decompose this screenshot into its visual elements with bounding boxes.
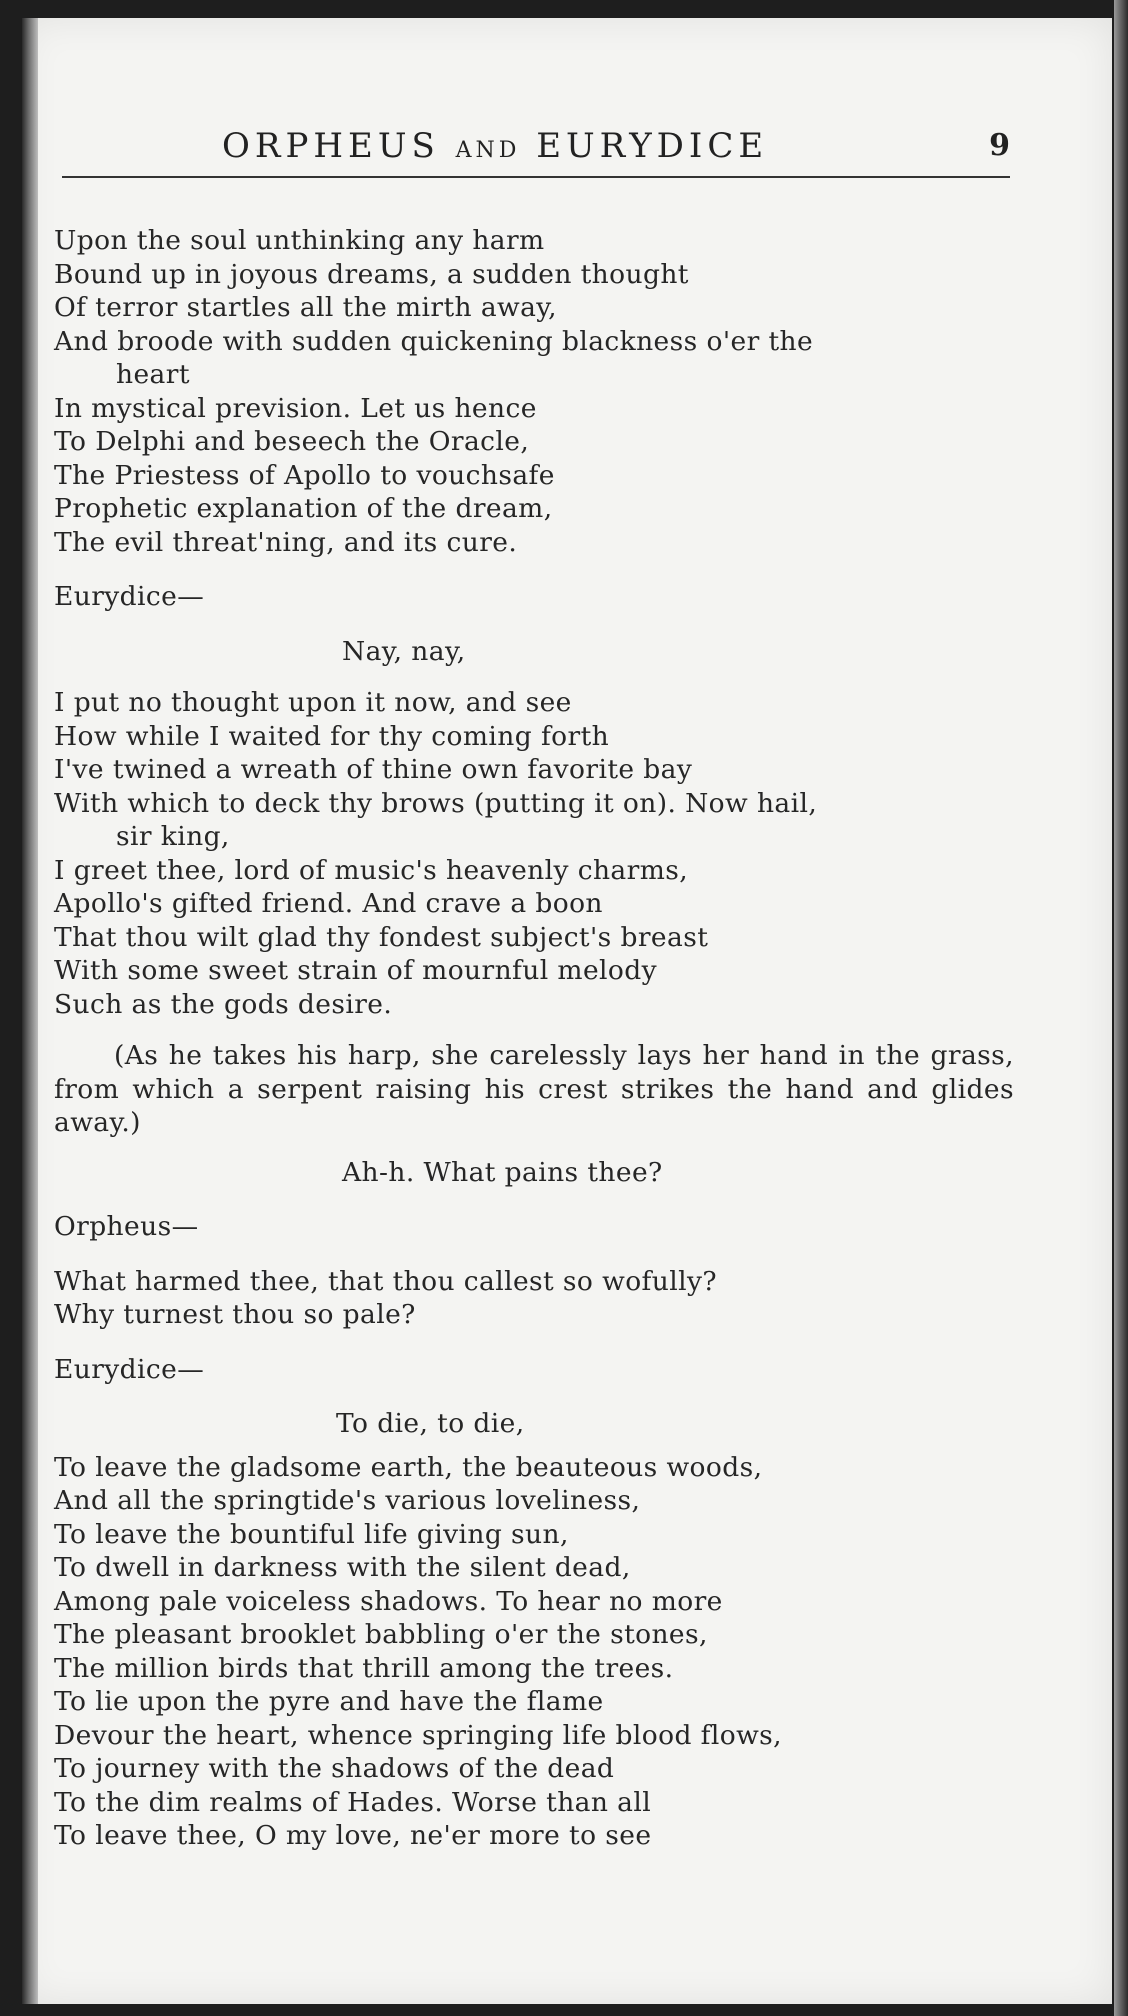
verse-line: With which to deck thy brows (putting it on). Now hail, (54, 787, 818, 819)
stanza-1 (54, 224, 1014, 559)
running-title (222, 126, 768, 166)
stanza-2 (54, 686, 1014, 1021)
verse-line: To lie upon the pyre and have the flame (54, 1686, 604, 1717)
speaker-eurydice: Eurydice— (54, 1353, 205, 1385)
verse-line: Bound up in joyous dreams, a sudden thought (54, 258, 689, 290)
verse-line: To dwell in darkness with the silent dead, (54, 1552, 631, 1583)
speaker-orpheus: Orpheus— (54, 1211, 199, 1242)
page-text (54, 224, 1014, 1853)
verse-line: Such as the gods desire. (54, 988, 393, 1020)
stanza-4 (54, 1451, 1014, 1853)
verse-line: And broode with sudden quickening blackness o'er the (54, 325, 814, 357)
verse-line: Of terror startles all the mirth away, (54, 292, 557, 323)
stage-direction: (As he takes his harp, she carelessly lays her hand in the grass, from which a serpent raising his crest strikes the hand and glides away.) (54, 1040, 1014, 1138)
verse-line: The Priestess of Apollo to vouchsafe (54, 459, 555, 491)
verse-line: To journey with the shadows of the dead (54, 1753, 615, 1784)
verse-line: I've twined a wreath of thine own favorite bay (54, 754, 693, 785)
verse-line: Devour the heart, whence springing life blood flows, (54, 1719, 783, 1751)
verse-line: What harmed thee, that thou callest so wofully? (54, 1265, 717, 1297)
verse-line: Apollo's gifted friend. And crave a boon (54, 888, 603, 919)
verse-line: I greet thee, lord of music's heavenly charms, (54, 854, 689, 886)
speaker-eurydice: Eurydice— (54, 581, 205, 612)
verse-line: And all the springtide's various loveliness, (54, 1485, 641, 1516)
title-and: AND (455, 138, 521, 163)
verse-line: Among pale voiceless shadows. To hear no more (54, 1585, 723, 1617)
book-spine (22, 18, 38, 2004)
verse-line: The million birds that thrill among the trees. (54, 1652, 674, 1684)
verse-line: Why turnest thou so pale? (54, 1299, 416, 1330)
verse-line: The evil threat'ning, and its cure. (54, 526, 518, 558)
verse-line: I put no thought upon it now, and see (54, 687, 572, 718)
verse-line: heart (116, 359, 190, 390)
half-line: To die, to die, (336, 1408, 525, 1439)
verse-line: Prophetic explanation of the dream, (54, 493, 553, 524)
verse-line: Upon the soul unthinking any harm (54, 225, 545, 256)
verse-line: That thou wilt glad thy fondest subject's breast (54, 921, 709, 953)
half-line: Nay, nay, (342, 635, 466, 667)
verse-line: To leave the gladsome earth, the beauteous woods, (54, 1451, 763, 1483)
title-eurydice: EURYDICE (536, 126, 769, 166)
verse-line: How while I waited for thy coming forth (54, 720, 610, 752)
page-number: 9 (989, 128, 1010, 163)
verse-line: In mystical prevision. Let us hence (54, 392, 537, 424)
verse-line: With some sweet strain of mournful melody (54, 955, 657, 986)
verse-line: To the dim realms of Hades. Worse than all (54, 1786, 652, 1818)
exclamation-line: Ah-h. What pains thee? (342, 1156, 663, 1188)
running-header (62, 118, 1010, 178)
title-orpheus: ORPHEUS (222, 126, 440, 166)
verse-line: The pleasant brooklet babbling o'er the stones, (54, 1619, 708, 1650)
verse-line: To Delphi and beseech the Oracle, (54, 426, 530, 457)
verse-line: sir king, (116, 821, 230, 852)
verse-line: To leave thee, O my love, ne'er more to see (54, 1820, 652, 1851)
verse-line: To leave the bountiful life giving sun, (54, 1518, 569, 1550)
stanza-3 (54, 1265, 1014, 1332)
page-edge (1114, 0, 1128, 2016)
